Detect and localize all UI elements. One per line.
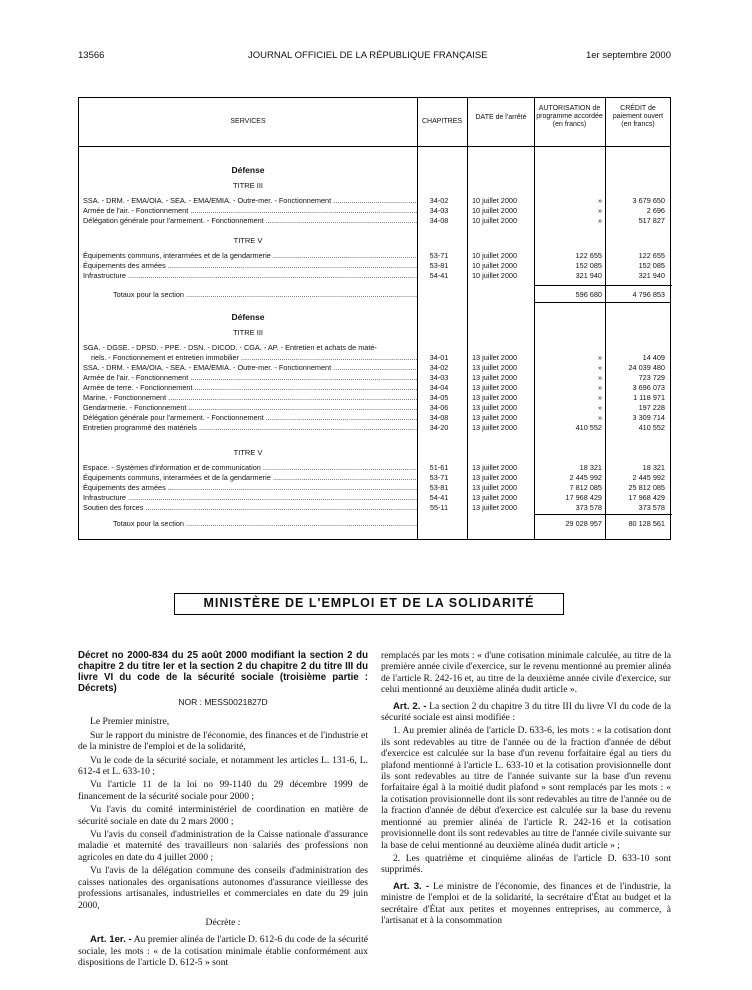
table-row bbox=[79, 463, 670, 473]
titre-label: TITRE III bbox=[233, 181, 263, 190]
chapter-number: 34-08 bbox=[429, 216, 449, 225]
article-label: Art. 3. - bbox=[393, 880, 430, 892]
decrete-label: Décrète : bbox=[205, 916, 241, 928]
service-name: Équipements des armées ..... bbox=[83, 261, 417, 271]
table-row bbox=[79, 493, 670, 503]
chapter-number: 55-11 bbox=[429, 503, 449, 512]
chapter-number: 53-81 bbox=[429, 261, 449, 270]
service-name: Équipements communs, interarmées et de la gendarmerie ..... bbox=[83, 251, 417, 261]
credit-value: 410 552 bbox=[638, 423, 665, 432]
table-row bbox=[79, 271, 670, 281]
credit-value: 3 696 073 bbox=[632, 383, 665, 392]
section-title-2: Défense bbox=[231, 312, 265, 322]
paragraph: Vu l'avis de la délégation commune des conseils d'administration des caisses nationales des organisations autonomes d'assurance vieillesse des professions artisanales, industrielles et commerciales en date du 29 juin 2000, bbox=[78, 865, 368, 911]
credit-value: 373 578 bbox=[638, 503, 665, 512]
credit-value: 2 696 bbox=[646, 206, 665, 215]
service-name: Infrastructure ..... bbox=[83, 271, 417, 281]
decree-date: 13 juillet 2000 bbox=[472, 483, 518, 492]
decree-date: 13 juillet 2000 bbox=[472, 373, 518, 382]
table-row bbox=[79, 343, 670, 353]
credit-value: 197 228 bbox=[638, 403, 665, 412]
col-header-date: DATE de l'arrêté bbox=[475, 114, 527, 121]
autorisation-value: 410 552 bbox=[575, 423, 602, 432]
total-label: Totaux pour la section ..... bbox=[113, 290, 417, 300]
paragraph: Vu l'article 11 de la loi no 99-1140 du 29 décembre 1999 de financement de la sécurité sociale pour 2000 ; bbox=[78, 779, 368, 802]
paragraph: remplacés par les mots : « d'une cotisation minimale calculée, au titre de la première année civile d'exercice, sur le revenu mentionné au premier alinéa de l'article R. 242-16 et, au titre de la deuxième année civile d'exercice, sur celui mentionné au deuxième alinéa dudit article ». bbox=[381, 650, 671, 696]
table-row bbox=[79, 403, 670, 413]
autorisation-value: 7 812 085 bbox=[569, 483, 602, 492]
decree-date: 10 juillet 2000 bbox=[472, 261, 518, 270]
credit-value: 122 655 bbox=[638, 251, 665, 260]
autorisation-value: » bbox=[597, 373, 602, 382]
autorisation-value: » bbox=[597, 383, 602, 392]
chapter-number: 34-06 bbox=[429, 403, 449, 412]
service-name: SSA. - DRM. - EMA/OIA. - SEA. - EMA/EMIA. - Outre-mer. - Fonctionnement ..... bbox=[83, 363, 417, 373]
section-title-1: Défense bbox=[231, 165, 265, 175]
decree-date: 13 juillet 2000 bbox=[472, 413, 518, 422]
autorisation-value: 152 085 bbox=[575, 261, 602, 270]
decree-date: 13 juillet 2000 bbox=[472, 493, 518, 502]
autorisation-value: 122 655 bbox=[575, 251, 602, 260]
credit-value: 1 118 971 bbox=[633, 393, 665, 402]
credit-value: 17 968 429 bbox=[628, 493, 665, 502]
chapter-number: 34-04 bbox=[429, 383, 449, 392]
chapter-number: 53-71 bbox=[429, 251, 449, 260]
decree-date: 10 juillet 2000 bbox=[472, 206, 518, 215]
chapter-number: 51-61 bbox=[429, 463, 449, 472]
table-row bbox=[79, 373, 670, 383]
service-name: Espace. - Systèmes d'information et de communication ..... bbox=[83, 463, 417, 473]
autorisation-value: 2 445 992 bbox=[569, 473, 602, 482]
table-row bbox=[79, 503, 670, 513]
decree-date: 13 juillet 2000 bbox=[472, 383, 518, 392]
service-name: Infrastructure ..... bbox=[83, 493, 417, 503]
decree-date: 10 juillet 2000 bbox=[472, 251, 518, 260]
article-1: Art. 1er. - Au premier alinéa de l'article D. 612-6 du code de la sécurité sociale, les mots : « de la cotisation minimale établie conformément aux dispositions de l'article D. 612-5 » sont bbox=[78, 934, 369, 969]
chapter-number: 34-08 bbox=[429, 413, 449, 422]
service-name: Soutien des forces ..... bbox=[83, 503, 417, 513]
paragraph: Vu le code de la sécurité sociale, et notamment les articles L. 131-6, L. 612-4 et L. 633-10 ; bbox=[78, 754, 368, 778]
table-row bbox=[79, 393, 670, 403]
decree-date: 13 juillet 2000 bbox=[472, 503, 518, 512]
chapter-number: 34-02 bbox=[429, 196, 449, 205]
credit-value: 3 679 650 bbox=[632, 196, 665, 205]
table-row bbox=[79, 483, 670, 493]
journal-title: JOURNAL OFFICIEL DE LA RÉPUBLIQUE FRANÇAISE bbox=[248, 50, 488, 61]
autorisation-value: » bbox=[597, 353, 602, 362]
autorisation-value: 373 578 bbox=[575, 503, 602, 512]
total-row bbox=[79, 519, 670, 529]
service-name: Gendarmerie. - Fonctionnement ..... bbox=[83, 403, 417, 413]
credit-value: 24 039 480 bbox=[628, 363, 665, 372]
article-label: Art. 1er. - bbox=[90, 934, 132, 946]
autorisation-value: » bbox=[597, 196, 602, 205]
total-autorisation: 29 028 957 bbox=[565, 519, 602, 528]
decree-date: 10 juillet 2000 bbox=[472, 196, 518, 205]
decree-date: 13 juillet 2000 bbox=[472, 423, 518, 432]
service-name: Armée de l'air. - Fonctionnement ..... bbox=[83, 206, 417, 216]
service-name: Délégation générale pour l'armement. - Fonctionnement ..... bbox=[83, 413, 417, 423]
credit-value: 18 321 bbox=[642, 463, 665, 472]
service-name: Armée de l'air. - Fonctionnement ..... bbox=[83, 373, 417, 383]
paragraph: Sur le rapport du ministre de l'économie, des finances et de l'industrie et de la ministre de l'emploi et de la solidarité, bbox=[78, 729, 368, 753]
paragraph: Le Premier ministre, bbox=[90, 716, 170, 728]
table-row bbox=[79, 363, 670, 373]
nor-reference: NOR : MESS0021827D bbox=[178, 697, 268, 707]
service-name: Marine. - Fonctionnement ..... bbox=[83, 393, 417, 403]
decree-date: 13 juillet 2000 bbox=[472, 393, 518, 402]
col-header-chapitres: CHAPITRES bbox=[421, 118, 463, 125]
autorisation-value: » bbox=[597, 363, 602, 372]
credit-value: 14 409 bbox=[642, 353, 665, 362]
page-header bbox=[78, 50, 671, 66]
article-label: Art. 2. - bbox=[393, 700, 427, 712]
table-row bbox=[79, 261, 670, 271]
titre-label: TITRE V bbox=[233, 448, 263, 457]
table-row bbox=[79, 216, 670, 226]
ministry-heading: MINISTÈRE DE L'EMPLOI ET DE LA SOLIDARITÉ bbox=[174, 593, 564, 615]
decree-date: 13 juillet 2000 bbox=[472, 363, 518, 372]
chapter-number: 34-05 bbox=[429, 393, 449, 402]
autorisation-value: » bbox=[597, 393, 602, 402]
credit-value: 25 812 085 bbox=[628, 483, 665, 492]
table-row bbox=[79, 383, 670, 393]
credit-value: 321 940 bbox=[638, 271, 665, 280]
col-header-autorisation: AUTORISATION de programme accordée (en francs) bbox=[536, 105, 603, 128]
service-name: riels. - Fonctionnement et entretien immobilier ..... bbox=[91, 353, 417, 363]
autorisation-value: 18 321 bbox=[579, 463, 602, 472]
total-autorisation: 596 680 bbox=[575, 290, 602, 299]
chapter-number: 54-41 bbox=[429, 271, 449, 280]
paragraph: 2. Les quatrième et cinquième alinéas de l'article D. 633-10 sont supprimés. bbox=[381, 852, 671, 876]
chapter-number: 34-03 bbox=[429, 206, 449, 215]
decree-date: 13 juillet 2000 bbox=[472, 403, 518, 412]
service-name: SSA. - DRM. - EMA/OIA. - SEA. - EMA/EMIA. - Outre-mer. - Fonctionnement ..... bbox=[83, 196, 417, 206]
article-2: Art. 2. - La section 2 du chapitre 3 du titre III du livre VI du code de la sécurité sociale est ainsi modifiée : bbox=[381, 700, 671, 724]
chapter-number: 34-02 bbox=[429, 363, 449, 372]
decree-date: 10 juillet 2000 bbox=[472, 216, 518, 225]
table-row bbox=[79, 423, 670, 433]
service-name: SGA. - DGSE. - DPSD. - PPE. - DSN. - DICOD. - CGA. - AP. - Entretien et achats de maté- bbox=[83, 343, 377, 352]
table-row bbox=[79, 206, 670, 216]
decree-title: Décret no 2000-834 du 25 août 2000 modifiant la section 2 du chapitre 2 du titre Ier et la section 2 du chapitre 2 du titre III du livre VI du code de la sécurité sociale (troisième partie : Décrets) bbox=[78, 650, 368, 694]
chapter-number: 53-71 bbox=[429, 473, 449, 482]
autorisation-value: » bbox=[597, 216, 602, 225]
table-row bbox=[79, 251, 670, 261]
decree-date: 13 juillet 2000 bbox=[472, 353, 518, 362]
titre-label: TITRE III bbox=[233, 328, 263, 337]
credit-value: 517 827 bbox=[638, 216, 665, 225]
credit-value: 2 445 992 bbox=[632, 473, 665, 482]
credits-table bbox=[78, 97, 671, 540]
autorisation-value: » bbox=[597, 413, 602, 422]
service-name: Délégation générale pour l'armement. - Fonctionnement ..... bbox=[83, 216, 417, 226]
table-row bbox=[79, 353, 670, 363]
decree-left-column bbox=[78, 650, 368, 971]
paragraph: 1. Au premier alinéa de l'article D. 633-6, les mots : « la cotisation dont ils sont redevables au titre de l'année ou de la fraction d'année de début d'exercice est calculée sur la base d'un revenu forfaitaire égal au tiers du plafond mentionné à l'article L. 633-10 et la cotisation provisionnelle dont ils sont redevables au titre de l'année suivante sur la base d'un revenu forfaitaire égal à la moitié dudit plafond » sont remplacés par les mots : « la cotisation provisionnelle dont ils sont redevables au titre de l'année ou de la fraction d'année de début d'exercice est calculée sur la base du revenu mentionné au premier alinéa de l'article R. 242-16 et la cotisation provisionnelle dont ils sont redevables au titre de l'année civile suivante sur la base de celui mentionné au deuxième alinéa dudit article » ; bbox=[381, 725, 671, 851]
article-3: Art. 3. - Le ministre de l'économie, des finances et de l'industrie, la ministre de l'emploi et de la solidarité, la secrétaire d'État au budget et la secrétaire d'État aux petites et moyennes entreprises, au commerce, à l'artisanat et à la consommation bbox=[381, 880, 671, 926]
decree-date: 13 juillet 2000 bbox=[472, 463, 518, 472]
paragraph: Vu l'avis du comité interministériel de coordination en matière de sécurité sociale en date du 2 mars 2000 ; bbox=[78, 804, 368, 827]
table-row bbox=[79, 196, 670, 206]
page-number: 13566 bbox=[78, 50, 105, 61]
credit-value: 723 729 bbox=[638, 373, 665, 382]
credit-value: 152 085 bbox=[638, 261, 665, 270]
chapter-number: 34-20 bbox=[429, 423, 449, 432]
decree-right-column bbox=[381, 650, 671, 928]
paragraph: Vu l'avis du conseil d'administration de la Caisse nationale d'assurance maladie et maternité des travailleurs non salariés des professions non agricoles en date du 4 juillet 2000 ; bbox=[78, 829, 368, 863]
col-header-services: SERVICES bbox=[230, 118, 266, 125]
chapter-number: 34-03 bbox=[429, 373, 449, 382]
autorisation-value: » bbox=[597, 206, 602, 215]
decree-date: 10 juillet 2000 bbox=[472, 271, 518, 280]
table-row bbox=[79, 413, 670, 423]
service-name: Équipements des armées ..... bbox=[83, 483, 417, 493]
chapter-number: 54-41 bbox=[429, 493, 449, 502]
autorisation-value: 17 968 429 bbox=[565, 493, 602, 502]
titre-label: TITRE V bbox=[233, 236, 263, 245]
credit-value: 3 309 714 bbox=[632, 413, 665, 422]
total-credit: 80 128 561 bbox=[628, 519, 665, 528]
service-name: Armée de terre. - Fonctionnement ..... bbox=[83, 383, 417, 393]
service-name: Entretien programmé des matériels ..... bbox=[83, 423, 417, 433]
autorisation-value: » bbox=[597, 403, 602, 412]
chapter-number: 34-01 bbox=[429, 353, 449, 362]
chapter-number: 53-81 bbox=[429, 483, 449, 492]
col-header-credit: CRÉDIT de paiement ouvert (en francs) bbox=[612, 105, 664, 128]
decree-date: 13 juillet 2000 bbox=[472, 473, 518, 482]
total-credit: 4 796 853 bbox=[632, 290, 665, 299]
total-row bbox=[79, 290, 670, 300]
total-label: Totaux pour la section ..... bbox=[113, 519, 417, 529]
service-name: Équipements communs, interarmées et de la gendarmerie ..... bbox=[83, 473, 417, 483]
autorisation-value: 321 940 bbox=[575, 271, 602, 280]
table-row bbox=[79, 473, 670, 483]
issue-date: 1er septembre 2000 bbox=[585, 50, 671, 61]
